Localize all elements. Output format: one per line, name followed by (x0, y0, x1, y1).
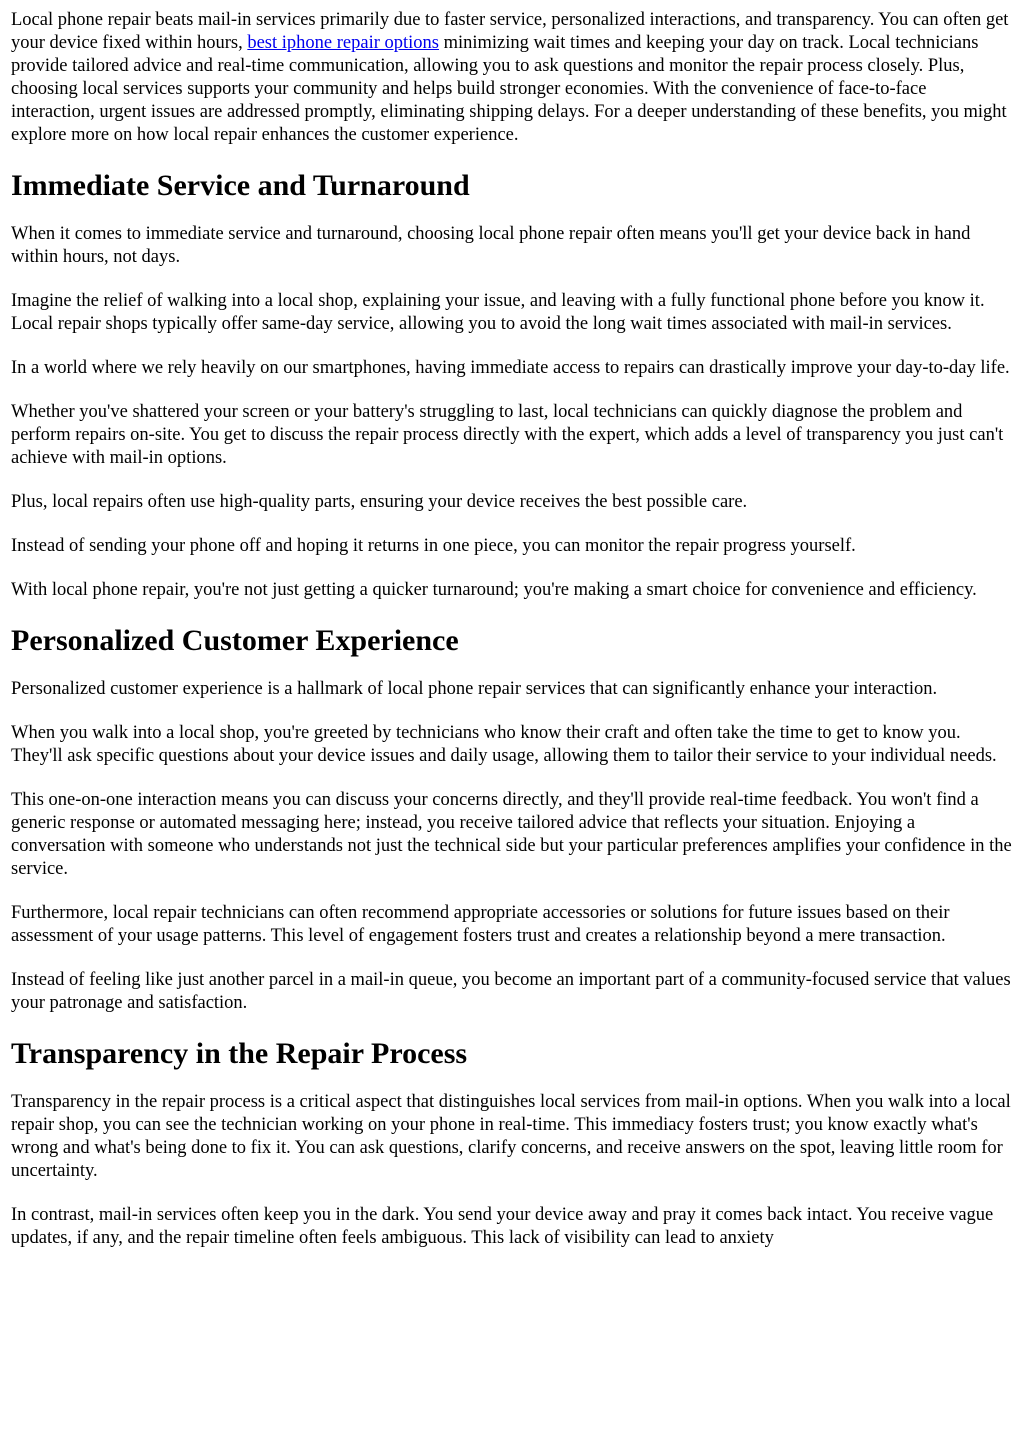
section-paragraph: Plus, local repairs often use high-quality parts, ensuring your device receives the best possible care. (11, 492, 748, 512)
intro-text-before-link: Local phone repair beats mail-in services primarily due to faster service, personalized interactions, and transparency. You can often get your device fixed within hours, (11, 10, 1009, 53)
section-paragraph: In contrast, mail-in services often keep you in the dark. You send your device away and pray it comes back intact. You receive vague updates, if any, and the repair timeline often feels ambiguous. This lack of visibility can lead to anxiety (11, 1205, 994, 1248)
intro-text-after-link: minimizing wait times and keeping your day on track. Local technicians provide tailored advice and real-time communication, allowing you to ask questions and monitor the repair process closely. Plus, choosing local services supports your community and helps build stronger economies. With the convenience of face-to-face interaction, urgent issues are addressed promptly, eliminating shipping delays. For a deeper understanding of these benefits, you might explore more on how local repair enhances the customer experience. (11, 33, 1007, 145)
section-paragraph: Transparency in the repair process is a critical aspect that distinguishes local services from mail-in options. When you walk into a local repair shop, you can see the technician working on your phone in real-time. This immediacy fosters trust; you know exactly what's wrong and what's being done to fix it. You can ask questions, clarify concerns, and receive answers on the spot, leaving little room for uncertainty. (11, 1092, 1011, 1181)
section-paragraph: When you walk into a local shop, you're greeted by technicians who know their craft and often take the time to get to know you. They'll ask specific questions about your device issues and daily usage, allowing them to tailor their service to your individual needs. (11, 723, 997, 766)
section-paragraph: Imagine the relief of walking into a local shop, explaining your issue, and leaving with a fully functional phone before you know it. Local repair shops typically offer same-day service, allowing you to avoid the long wait times associated with mail-in services. (11, 291, 985, 334)
section-heading: Transparency in the Repair Process (11, 1037, 468, 1070)
section-paragraph: Furthermore, local repair technicians can often recommend appropriate accessories or solutions for future issues based on their assessment of your usage patterns. This level of engagement fosters trust and creates a relationship beyond a mere transaction. (11, 903, 950, 946)
best-iphone-repair-link[interactable]: best iphone repair options (247, 33, 439, 53)
section-paragraph: Instead of sending your phone off and hoping it returns in one piece, you can monitor the repair progress yourself. (11, 536, 856, 556)
section-paragraph: Whether you've shattered your screen or your battery's struggling to last, local technicians can quickly diagnose the problem and perform repairs on-site. You get to discuss the repair process directly with the expert, which adds a level of transparency you just can't achieve with mail-in options. (11, 402, 1004, 468)
section-paragraph: Personalized customer experience is a hallmark of local phone repair services that can significantly enhance your interaction. (11, 679, 938, 699)
section-heading: Immediate Service and Turnaround (11, 169, 470, 202)
section-paragraph: When it comes to immediate service and turnaround, choosing local phone repair often means you'll get your device back in hand within hours, not days. (11, 224, 971, 267)
intro-paragraph (11, 9, 1014, 147)
section-immediate-service (11, 168, 1014, 602)
section-paragraph: This one-on-one interaction means you can discuss your concerns directly, and they'll provide real-time feedback. You won't find a generic response or automated messaging here; instead, you receive tailored advice that reflects your situation. Enjoying a conversation with someone who understands not just the technical side but your particular preferences amplifies your confidence in the service. (11, 790, 1012, 879)
section-paragraph: In a world where we rely heavily on our smartphones, having immediate access to repairs can drastically improve your day-to-day life. (11, 358, 1010, 378)
section-personalized-experience (11, 623, 1014, 1015)
section-transparency (11, 1036, 1014, 1250)
section-paragraph: With local phone repair, you're not just getting a quicker turnaround; you're making a smart choice for convenience and efficiency. (11, 580, 977, 600)
section-paragraph: Instead of feeling like just another parcel in a mail-in queue, you become an important part of a community-focused service that values your patronage and satisfaction. (11, 970, 1011, 1013)
section-heading: Personalized Customer Experience (11, 624, 459, 657)
